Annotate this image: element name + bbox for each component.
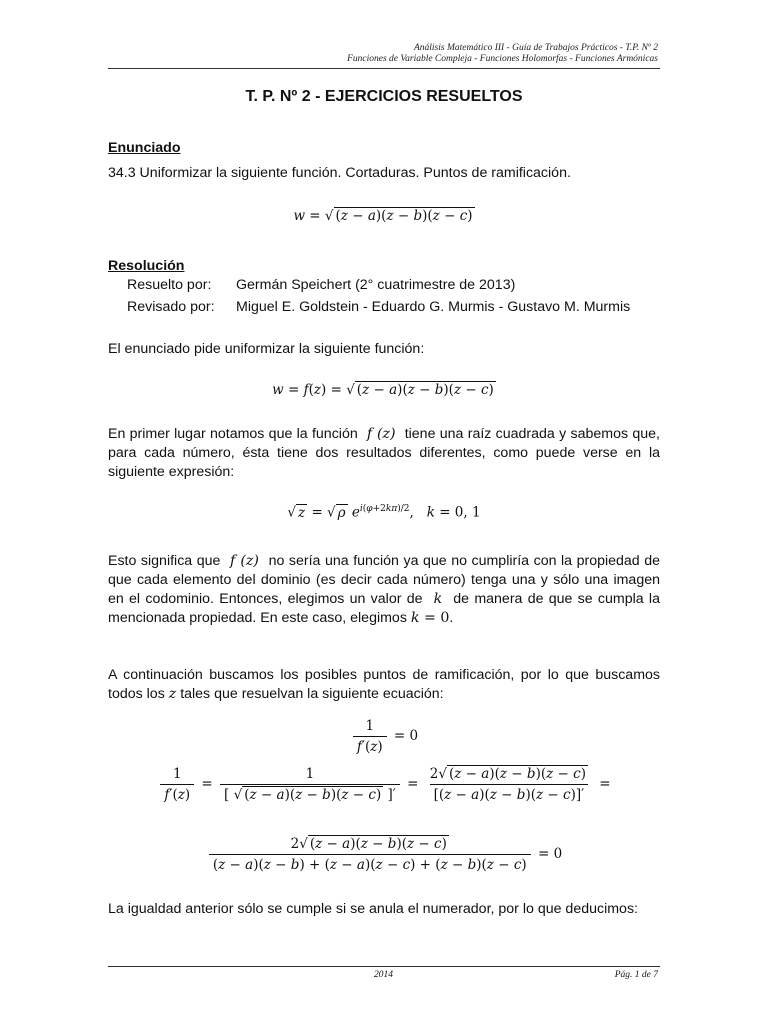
revisado-value: Miguel E. Goldstein - Eduardo G. Murmis - Gustavo M. Murmis xyxy=(236,299,631,315)
equation-f: w = f(z) = √ (z − a)(z − b)(z − c) xyxy=(272,382,494,398)
enunciado-heading: Enunciado xyxy=(108,140,181,156)
paragraph-4 xyxy=(108,666,660,704)
paragraph-4-a: A continuación buscamos los posibles puntos de ramificación, por lo que buscamos todos los xyxy=(108,667,660,702)
inline-k-equals-0: k xyxy=(410,610,420,626)
revisado-label: Revisado por: xyxy=(127,299,215,315)
page-title: T. P. Nº 2 - EJERCICIOS RESUELTOS xyxy=(245,88,523,105)
resuelto-label: Resuelto por: xyxy=(127,277,212,293)
header-rule xyxy=(108,68,660,69)
inline-fz: f (z) xyxy=(362,426,401,442)
paragraph-3-a: Esto significa que xyxy=(108,553,221,569)
equation-w: w = √ (z − a)(z − b)(z − c) xyxy=(293,208,473,224)
paragraph-2-end: tiene una raíz cuadrada y sabemos que, para cada número, ésta tiene dos resultados diferentes, como puede verse en la siguiente expresión: xyxy=(108,426,660,480)
inline-k: k xyxy=(427,591,449,607)
equation-reciprocal-derivative: $\frac{1}{f'(z)}$ = 0 xyxy=(0,718,768,755)
running-header xyxy=(347,43,658,65)
paragraph-3-b: no sería una función ya que no cumpliría con la propiedad de que cada elemento del dominio (es decir cada número) tenga una y sólo una imagen en el codominio. Entonces, elegimos un valor de xyxy=(108,553,661,607)
header-line-2: Funciones de Variable Compleja - Funciones Holomorfas - Funciones Armónicas xyxy=(347,54,658,64)
paragraph-5: La igualdad anterior sólo se cumple si se anula el numerador, por lo que deducimos: xyxy=(108,901,638,917)
paragraph-3: Esto significa que f (z) no sería una función ya que no cumpliría con la propiedad de que cada elemento del dominio (es decir cada número) tenga una y sólo una imagen en el codominio. Entonces, elegimos un valor de k de manera de que se cumpla la mencionada propiedad. En este caso, elegimos k = 0. xyxy=(108,553,661,626)
paragraph-3-c: de manera de que se cumpla la mencionada propiedad. En este caso, elegimos xyxy=(108,591,660,626)
footer-page-number: Pág. 1 de 7 xyxy=(614,970,658,980)
equation-sqrt-z: √ z = √ ρ $e^{i(\varphi+2k\pi)/2}$, k = 0, 1 xyxy=(287,504,481,521)
paragraph-1: El enunciado pide uniformizar la siguiente función: xyxy=(108,341,425,357)
equation-numerator-zero: $\frac{2√ (z - a)(z - b)(z - c)}{(z - a)(z - b) + (z - a)(z - c) + (z - b)(z - c)}$ = 0 xyxy=(0,836,768,873)
resuelto-value: Germán Speichert (2° cuatrimestre de 2013) xyxy=(236,277,516,293)
header-line-1: Análisis Matemático III - Guía de Trabajos Prácticos - T.P. Nº 2 xyxy=(413,43,658,53)
inline-fz-2: f (z) xyxy=(224,553,265,569)
inline-z: z xyxy=(168,686,177,702)
enunciado-text: 34.3 Uniformizar la siguiente función. Cortaduras. Puntos de ramificación. xyxy=(108,165,571,181)
paragraph-4-b: tales que resuelvan la siguiente ecuación: xyxy=(180,686,444,702)
equation-derivation: $\frac{1}{f'(z)}$ = $\frac{1}{[ √ (z - a)(z - b)(z - c) ]'}$ = $\frac{2√ (z - a)(z - b)(z - c)}{[(z - a)(z - b)(z - c)]'}$ = xyxy=(0,766,768,803)
paragraph-2 xyxy=(108,425,660,482)
footer-year: 2014 xyxy=(374,970,393,980)
footer-rule xyxy=(108,966,660,967)
paragraph-2-start: En primer lugar notamos que la función xyxy=(108,426,358,442)
resolucion-heading: Resolución xyxy=(108,258,185,274)
